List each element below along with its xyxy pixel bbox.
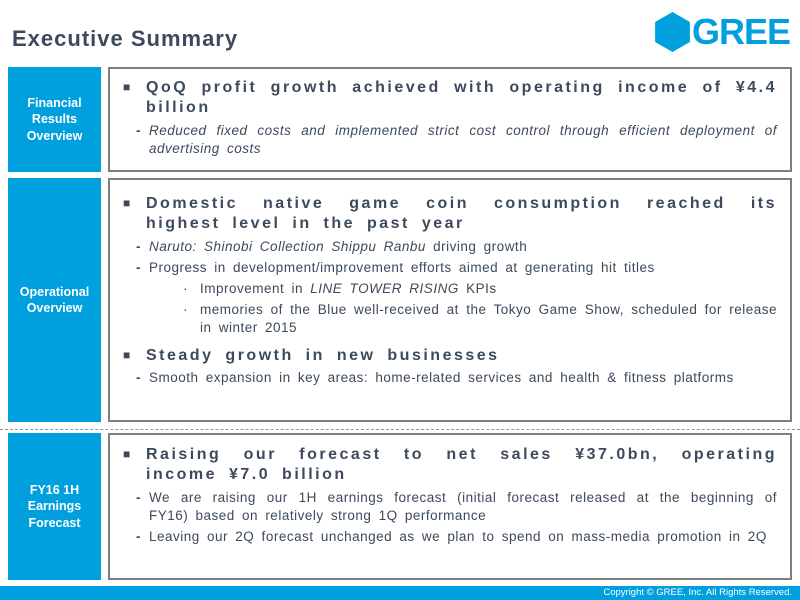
section-content bbox=[108, 178, 792, 422]
section-row-3 bbox=[8, 433, 792, 580]
gree-logo bbox=[655, 12, 790, 52]
bullet-text: Naruto: Shinobi Collection Shippu Ranbu driving growth bbox=[149, 238, 528, 254]
bullet-text: Smooth expansion in key areas: home-related services and health & fitness platforms bbox=[149, 370, 734, 386]
bullet-level2 bbox=[136, 528, 777, 546]
dot-bullet-icon: · bbox=[183, 280, 188, 296]
bullet-level1 bbox=[123, 78, 777, 119]
dash-bullet-icon: - bbox=[136, 489, 141, 505]
bullet-level2 bbox=[136, 259, 777, 277]
bullet-level1 bbox=[123, 194, 777, 235]
bullet-text: Improvement in LINE TOWER RISING KPIs bbox=[200, 280, 497, 296]
section-label: FY16 1H Earnings Forecast bbox=[8, 433, 101, 580]
bullet-level2 bbox=[136, 238, 777, 256]
dash-bullet-icon: - bbox=[136, 238, 141, 254]
dash-bullet-icon: - bbox=[136, 370, 141, 386]
bullet-level1 bbox=[123, 346, 777, 366]
bullet-level2 bbox=[136, 122, 777, 158]
bullet-text: Progress in development/improvement efforts aimed at generating hit titles bbox=[149, 259, 655, 275]
bullet-level2 bbox=[136, 369, 777, 387]
bullet-text: Steady growth in new businesses bbox=[146, 346, 500, 364]
bullet-level3 bbox=[183, 301, 777, 337]
dash-bullet-icon: - bbox=[136, 259, 141, 275]
square-bullet-icon: ■ bbox=[123, 196, 131, 210]
section-content bbox=[108, 433, 792, 580]
footer-bar bbox=[0, 586, 800, 600]
bullet-level3 bbox=[183, 280, 777, 298]
bullet-text: QoQ profit growth achieved with operating income of ¥4.4 billion bbox=[146, 79, 777, 117]
dot-bullet-icon: · bbox=[183, 301, 188, 317]
square-bullet-icon: ■ bbox=[123, 80, 131, 94]
bullet-text: Raising our forecast to net sales ¥37.0bn, operating income ¥7.0 billion bbox=[146, 446, 777, 484]
gree-hexagon-icon bbox=[655, 12, 690, 52]
bullet-text: Domestic native game coin consumption reached its highest level in the past year bbox=[146, 195, 777, 233]
bullet-text: Reduced fixed costs and implemented strict cost control through efficient deployment of advertising costs bbox=[149, 122, 777, 156]
section-content bbox=[108, 67, 792, 172]
bullet-text: Leaving our 2Q forecast unchanged as we plan to spend on mass-media promotion in 2Q bbox=[149, 528, 767, 544]
bullet-text: memories of the Blue well-received at the Tokyo Game Show, scheduled for release in winter 2015 bbox=[200, 301, 777, 335]
section-row-2 bbox=[8, 178, 792, 422]
section-label: Financial Results Overview bbox=[8, 67, 101, 172]
square-bullet-icon: ■ bbox=[123, 347, 131, 362]
section-row-1 bbox=[8, 67, 792, 172]
section-divider bbox=[0, 429, 800, 430]
dash-bullet-icon: - bbox=[136, 122, 141, 138]
bullet-level1 bbox=[123, 445, 777, 486]
summary-rows bbox=[8, 67, 792, 580]
square-bullet-icon: ■ bbox=[123, 447, 131, 461]
gree-logo-text: GREE bbox=[691, 11, 790, 52]
bullet-level2 bbox=[136, 489, 777, 525]
section-label: Operational Overview bbox=[8, 178, 101, 422]
copyright-text: Copyright © GREE, Inc. All Rights Reserved. bbox=[603, 587, 792, 598]
page-title: Executive Summary bbox=[12, 26, 239, 51]
bullet-text: We are raising our 1H earnings forecast (initial forecast released at the beginning of FY16) based on relatively strong 1Q performance bbox=[149, 489, 777, 523]
dash-bullet-icon: - bbox=[136, 528, 141, 544]
